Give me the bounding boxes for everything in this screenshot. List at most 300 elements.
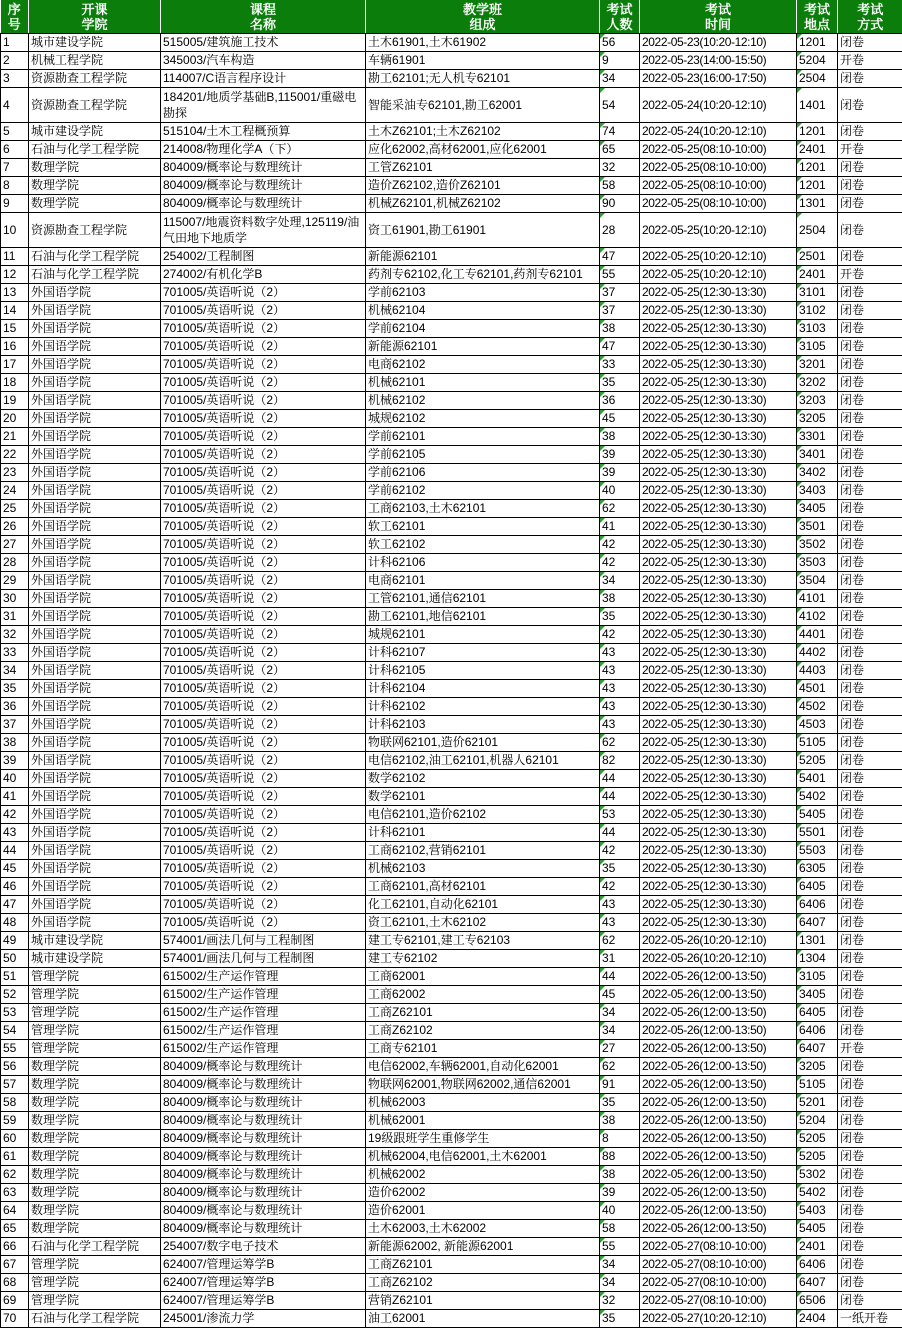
- cell-seq: 5: [1, 123, 29, 141]
- table-row: [1, 644, 902, 662]
- cell-college: 数理学院: [29, 1148, 161, 1166]
- cell-room: 2401: [797, 1238, 838, 1256]
- cell-college: 数理学院: [29, 1166, 161, 1184]
- text-format-indicator-icon: [797, 662, 802, 667]
- text-format-indicator-icon: [600, 716, 605, 721]
- cell-seq: 63: [1, 1184, 29, 1202]
- cell-room: 2501: [797, 248, 838, 266]
- column-header-method: 考试 方式: [838, 0, 902, 34]
- cell-classes: 机械62101: [366, 374, 600, 392]
- cell-course: 254007/数字电子技术: [161, 1238, 366, 1256]
- cell-room: 5405: [797, 806, 838, 824]
- cell-count: 42: [600, 842, 640, 860]
- cell-method: 闭卷: [838, 500, 902, 518]
- cell-classes: 机械62102: [366, 392, 600, 410]
- text-format-indicator-icon: [600, 734, 605, 739]
- cell-course: 615002/生产运作管理: [161, 1004, 366, 1022]
- cell-college: 外国语学院: [29, 770, 161, 788]
- cell-classes: 学前62102: [366, 482, 600, 500]
- table-row: [1, 1220, 902, 1238]
- cell-classes: 新能源62101: [366, 248, 600, 266]
- cell-method: 闭卷: [838, 1058, 902, 1076]
- cell-seq: 38: [1, 734, 29, 752]
- cell-count: 34: [600, 70, 640, 88]
- cell-time: 2022-05-26(12:00-13:50): [640, 1202, 797, 1220]
- text-format-indicator-icon: [797, 410, 802, 415]
- cell-method: 闭卷: [838, 338, 902, 356]
- cell-count: 62: [600, 734, 640, 752]
- cell-college: 外国语学院: [29, 734, 161, 752]
- text-format-indicator-icon: [797, 374, 802, 379]
- cell-course: 574001/画法几何与工程制图: [161, 932, 366, 950]
- cell-college: 外国语学院: [29, 572, 161, 590]
- cell-seq: 70: [1, 1310, 29, 1328]
- cell-seq: 64: [1, 1202, 29, 1220]
- cell-course: 701005/英语听说（2）: [161, 734, 366, 752]
- cell-count: 44: [600, 788, 640, 806]
- text-format-indicator-icon: [797, 554, 802, 559]
- cell-college: 管理学院: [29, 986, 161, 1004]
- text-format-indicator-icon: [797, 1112, 802, 1117]
- table-row: [1, 914, 902, 932]
- cell-seq: 58: [1, 1094, 29, 1112]
- cell-room: 6406: [797, 1256, 838, 1274]
- cell-count: 91: [600, 1076, 640, 1094]
- cell-room: 3401: [797, 446, 838, 464]
- cell-method: 一纸开卷: [838, 1310, 902, 1328]
- table-row: [1, 392, 902, 410]
- cell-time: 2022-05-26(12:00-13:50): [640, 1094, 797, 1112]
- cell-time: 2022-05-25(08:10-10:00): [640, 141, 797, 159]
- cell-time: 2022-05-25(12:30-13:30): [640, 320, 797, 338]
- text-format-indicator-icon: [600, 320, 605, 325]
- cell-method: 开卷: [838, 266, 902, 284]
- cell-college: 外国语学院: [29, 482, 161, 500]
- cell-classes: 物联网62001,物联网62002,通信62001: [366, 1076, 600, 1094]
- table-row: [1, 1274, 902, 1292]
- cell-college: 管理学院: [29, 1040, 161, 1058]
- cell-college: 外国语学院: [29, 608, 161, 626]
- cell-room: 2504: [797, 213, 838, 248]
- cell-classes: 工商Z62102: [366, 1274, 600, 1292]
- text-format-indicator-icon: [600, 698, 605, 703]
- text-format-indicator-icon: [600, 70, 605, 75]
- cell-seq: 69: [1, 1292, 29, 1310]
- text-format-indicator-icon: [797, 932, 802, 937]
- table-header: [1, 0, 902, 34]
- cell-seq: 7: [1, 159, 29, 177]
- cell-room: 3501: [797, 518, 838, 536]
- cell-classes: 计科62107: [366, 644, 600, 662]
- cell-room: 1201: [797, 177, 838, 195]
- cell-seq: 25: [1, 500, 29, 518]
- cell-classes: 工商62102,营销62101: [366, 842, 600, 860]
- cell-classes: 营销Z62101: [366, 1292, 600, 1310]
- cell-method: 闭卷: [838, 177, 902, 195]
- cell-classes: 电信62002,车辆62001,自动化62001: [366, 1058, 600, 1076]
- table-row: [1, 1184, 902, 1202]
- text-format-indicator-icon: [600, 464, 605, 469]
- cell-course: 804009/概率论与数理统计: [161, 177, 366, 195]
- cell-classes: 造价Z62102,造价Z62101: [366, 177, 600, 195]
- text-format-indicator-icon: [797, 88, 802, 93]
- text-format-indicator-icon: [797, 1040, 802, 1045]
- cell-course: 701005/英语听说（2）: [161, 824, 366, 842]
- cell-time: 2022-05-25(12:30-13:30): [640, 860, 797, 878]
- text-format-indicator-icon: [600, 482, 605, 487]
- cell-college: 外国语学院: [29, 554, 161, 572]
- cell-seq: 11: [1, 248, 29, 266]
- column-header-classes: 教学班 组成: [366, 0, 600, 34]
- cell-college: 数理学院: [29, 1058, 161, 1076]
- table-row: [1, 177, 902, 195]
- cell-seq: 23: [1, 464, 29, 482]
- cell-college: 城市建设学院: [29, 34, 161, 52]
- cell-course: 701005/英语听说（2）: [161, 482, 366, 500]
- cell-time: 2022-05-26(12:00-13:50): [640, 1058, 797, 1076]
- cell-course: 701005/英语听说（2）: [161, 752, 366, 770]
- text-format-indicator-icon: [797, 1256, 802, 1261]
- cell-college: 石油与化学工程学院: [29, 141, 161, 159]
- cell-method: 闭卷: [838, 1220, 902, 1238]
- cell-classes: 建工专62102: [366, 950, 600, 968]
- cell-classes: 机械Z62101,机械Z62102: [366, 195, 600, 213]
- text-format-indicator-icon: [797, 1292, 802, 1297]
- cell-college: 外国语学院: [29, 698, 161, 716]
- cell-college: 外国语学院: [29, 518, 161, 536]
- cell-seq: 62: [1, 1166, 29, 1184]
- table-row: [1, 986, 902, 1004]
- text-format-indicator-icon: [600, 770, 605, 775]
- table-row: [1, 1094, 902, 1112]
- cell-seq: 2: [1, 52, 29, 70]
- text-format-indicator-icon: [797, 123, 802, 128]
- cell-time: 2022-05-26(10:20-12:10): [640, 932, 797, 950]
- cell-room: 2401: [797, 141, 838, 159]
- cell-college: 石油与化学工程学院: [29, 1238, 161, 1256]
- cell-seq: 32: [1, 626, 29, 644]
- text-format-indicator-icon: [797, 159, 802, 164]
- cell-college: 数理学院: [29, 1184, 161, 1202]
- cell-count: 42: [600, 536, 640, 554]
- cell-classes: 车辆61901: [366, 52, 600, 70]
- cell-time: 2022-05-25(12:30-13:30): [640, 338, 797, 356]
- cell-seq: 46: [1, 878, 29, 896]
- table-row: [1, 626, 902, 644]
- cell-college: 机械工程学院: [29, 52, 161, 70]
- cell-course: 701005/英语听说（2）: [161, 680, 366, 698]
- cell-count: 43: [600, 716, 640, 734]
- text-format-indicator-icon: [600, 410, 605, 415]
- cell-course: 624007/管理运筹学B: [161, 1274, 366, 1292]
- cell-count: 56: [600, 34, 640, 52]
- cell-course: 701005/英语听说（2）: [161, 770, 366, 788]
- cell-time: 2022-05-25(12:30-13:30): [640, 806, 797, 824]
- cell-count: 35: [600, 374, 640, 392]
- cell-room: 5105: [797, 1076, 838, 1094]
- cell-classes: 资工62101,土木62102: [366, 914, 600, 932]
- cell-classes: 工商Z62102: [366, 1022, 600, 1040]
- cell-classes: 机械62104: [366, 302, 600, 320]
- table-row: [1, 716, 902, 734]
- cell-time: 2022-05-26(12:00-13:50): [640, 1004, 797, 1022]
- cell-classes: 物联网62101,造价62101: [366, 734, 600, 752]
- text-format-indicator-icon: [797, 698, 802, 703]
- text-format-indicator-icon: [600, 500, 605, 505]
- cell-room: 1201: [797, 34, 838, 52]
- cell-count: 43: [600, 662, 640, 680]
- cell-time: 2022-05-25(12:30-13:30): [640, 464, 797, 482]
- cell-course: 701005/英语听说（2）: [161, 356, 366, 374]
- cell-time: 2022-05-25(12:30-13:30): [640, 734, 797, 752]
- cell-room: 6406: [797, 1022, 838, 1040]
- text-format-indicator-icon: [600, 1256, 605, 1261]
- cell-count: 44: [600, 968, 640, 986]
- cell-classes: 城规62102: [366, 410, 600, 428]
- text-format-indicator-icon: [600, 374, 605, 379]
- cell-course: 701005/英语听说（2）: [161, 788, 366, 806]
- text-format-indicator-icon: [600, 1058, 605, 1063]
- cell-college: 外国语学院: [29, 338, 161, 356]
- cell-seq: 40: [1, 770, 29, 788]
- cell-college: 资源勘查工程学院: [29, 70, 161, 88]
- cell-method: 开卷: [838, 52, 902, 70]
- text-format-indicator-icon: [600, 860, 605, 865]
- text-format-indicator-icon: [600, 896, 605, 901]
- cell-classes: 药剂专62102,化工专62101,药剂专62101: [366, 266, 600, 284]
- cell-method: 闭卷: [838, 1094, 902, 1112]
- text-format-indicator-icon: [600, 1130, 605, 1135]
- cell-course: 624007/管理运筹学B: [161, 1292, 366, 1310]
- cell-count: 88: [600, 1148, 640, 1166]
- cell-seq: 36: [1, 698, 29, 716]
- text-format-indicator-icon: [797, 1004, 802, 1009]
- cell-count: 31: [600, 950, 640, 968]
- text-format-indicator-icon: [797, 770, 802, 775]
- cell-seq: 12: [1, 266, 29, 284]
- table-row: [1, 1040, 902, 1058]
- cell-classes: 计科62104: [366, 680, 600, 698]
- cell-seq: 13: [1, 284, 29, 302]
- table-row: [1, 88, 902, 123]
- text-format-indicator-icon: [797, 1310, 802, 1315]
- cell-time: 2022-05-25(08:10-10:00): [640, 195, 797, 213]
- cell-college: 管理学院: [29, 1274, 161, 1292]
- cell-room: 5204: [797, 1112, 838, 1130]
- cell-method: 闭卷: [838, 1238, 902, 1256]
- cell-classes: 机械62002: [366, 1166, 600, 1184]
- text-format-indicator-icon: [600, 590, 605, 595]
- cell-room: 5503: [797, 842, 838, 860]
- cell-method: 闭卷: [838, 788, 902, 806]
- cell-room: 3503: [797, 554, 838, 572]
- table-row: [1, 1076, 902, 1094]
- cell-time: 2022-05-25(12:30-13:30): [640, 644, 797, 662]
- cell-room: 5501: [797, 824, 838, 842]
- cell-room: 6405: [797, 878, 838, 896]
- table-row: [1, 1148, 902, 1166]
- cell-college: 外国语学院: [29, 590, 161, 608]
- table-row: [1, 70, 902, 88]
- cell-course: 804009/概率论与数理统计: [161, 1166, 366, 1184]
- text-format-indicator-icon: [600, 518, 605, 523]
- cell-classes: 化工62101,自动化62101: [366, 896, 600, 914]
- text-format-indicator-icon: [600, 1292, 605, 1297]
- cell-room: 5402: [797, 1184, 838, 1202]
- cell-method: 闭卷: [838, 123, 902, 141]
- text-format-indicator-icon: [797, 1238, 802, 1243]
- table-row: [1, 1166, 902, 1184]
- table-row: [1, 734, 902, 752]
- text-format-indicator-icon: [600, 1022, 605, 1027]
- text-format-indicator-icon: [600, 626, 605, 631]
- cell-room: 5403: [797, 1202, 838, 1220]
- table-row: [1, 338, 902, 356]
- table-row: [1, 572, 902, 590]
- cell-college: 石油与化学工程学院: [29, 266, 161, 284]
- cell-count: 45: [600, 986, 640, 1004]
- cell-classes: 工商62001: [366, 968, 600, 986]
- text-format-indicator-icon: [600, 88, 605, 93]
- cell-method: 闭卷: [838, 248, 902, 266]
- cell-course: 804009/概率论与数理统计: [161, 1148, 366, 1166]
- cell-college: 管理学院: [29, 1022, 161, 1040]
- cell-room: 5302: [797, 1166, 838, 1184]
- text-format-indicator-icon: [797, 878, 802, 883]
- cell-method: 闭卷: [838, 518, 902, 536]
- cell-count: 62: [600, 1058, 640, 1076]
- cell-seq: 67: [1, 1256, 29, 1274]
- cell-college: 外国语学院: [29, 716, 161, 734]
- text-format-indicator-icon: [797, 680, 802, 685]
- cell-college: 外国语学院: [29, 356, 161, 374]
- cell-classes: 学前62105: [366, 446, 600, 464]
- cell-method: 闭卷: [838, 356, 902, 374]
- text-format-indicator-icon: [600, 572, 605, 577]
- table-row: [1, 536, 902, 554]
- text-format-indicator-icon: [797, 752, 802, 757]
- cell-seq: 55: [1, 1040, 29, 1058]
- cell-room: 5205: [797, 752, 838, 770]
- cell-count: 32: [600, 1292, 640, 1310]
- text-format-indicator-icon: [600, 824, 605, 829]
- text-format-indicator-icon: [797, 536, 802, 541]
- text-format-indicator-icon: [797, 950, 802, 955]
- cell-time: 2022-05-25(12:30-13:30): [640, 842, 797, 860]
- cell-room: 3502: [797, 536, 838, 554]
- cell-college: 外国语学院: [29, 428, 161, 446]
- cell-classes: 造价62002: [366, 1184, 600, 1202]
- cell-room: 5405: [797, 1220, 838, 1238]
- cell-classes: 工管62101,通信62101: [366, 590, 600, 608]
- text-format-indicator-icon: [797, 266, 802, 271]
- cell-seq: 60: [1, 1130, 29, 1148]
- cell-method: 闭卷: [838, 1130, 902, 1148]
- cell-count: 35: [600, 1310, 640, 1328]
- cell-count: 34: [600, 1022, 640, 1040]
- table-row: [1, 878, 902, 896]
- cell-count: 55: [600, 266, 640, 284]
- cell-classes: 学前62101: [366, 428, 600, 446]
- cell-time: 2022-05-25(12:30-13:30): [640, 662, 797, 680]
- text-format-indicator-icon: [600, 1166, 605, 1171]
- cell-room: 1201: [797, 159, 838, 177]
- text-format-indicator-icon: [600, 644, 605, 649]
- cell-course: 701005/英语听说（2）: [161, 644, 366, 662]
- cell-method: 闭卷: [838, 842, 902, 860]
- cell-room: 3102: [797, 302, 838, 320]
- text-format-indicator-icon: [600, 284, 605, 289]
- cell-college: 外国语学院: [29, 302, 161, 320]
- cell-classes: 计科62106: [366, 554, 600, 572]
- cell-method: 闭卷: [838, 824, 902, 842]
- text-format-indicator-icon: [600, 932, 605, 937]
- cell-count: 39: [600, 446, 640, 464]
- cell-room: 6405: [797, 1004, 838, 1022]
- cell-classes: 资工61901,勘工61901: [366, 213, 600, 248]
- text-format-indicator-icon: [797, 914, 802, 919]
- cell-seq: 15: [1, 320, 29, 338]
- table-row: [1, 482, 902, 500]
- cell-seq: 19: [1, 392, 29, 410]
- cell-classes: 学前62104: [366, 320, 600, 338]
- table-row: [1, 590, 902, 608]
- cell-room: 1401: [797, 88, 838, 123]
- cell-time: 2022-05-25(12:30-13:30): [640, 356, 797, 374]
- cell-method: 闭卷: [838, 878, 902, 896]
- cell-seq: 28: [1, 554, 29, 572]
- text-format-indicator-icon: [600, 52, 605, 57]
- cell-course: 701005/英语听说（2）: [161, 536, 366, 554]
- cell-room: 3201: [797, 356, 838, 374]
- cell-seq: 53: [1, 1004, 29, 1022]
- table-row: [1, 698, 902, 716]
- column-header-time: 考试 时间: [640, 0, 797, 34]
- cell-method: 闭卷: [838, 284, 902, 302]
- cell-method: 闭卷: [838, 195, 902, 213]
- cell-college: 数理学院: [29, 195, 161, 213]
- cell-count: 44: [600, 770, 640, 788]
- cell-room: 2404: [797, 1310, 838, 1328]
- text-format-indicator-icon: [600, 1310, 605, 1315]
- cell-seq: 39: [1, 752, 29, 770]
- cell-classes: 智能采油专62101,勘工62001: [366, 88, 600, 123]
- cell-room: 3202: [797, 374, 838, 392]
- cell-college: 资源勘查工程学院: [29, 88, 161, 123]
- cell-time: 2022-05-25(08:10-10:00): [640, 177, 797, 195]
- cell-course: 701005/英语听说（2）: [161, 302, 366, 320]
- cell-seq: 68: [1, 1274, 29, 1292]
- cell-count: 38: [600, 320, 640, 338]
- cell-classes: 计科62103: [366, 716, 600, 734]
- cell-seq: 56: [1, 1058, 29, 1076]
- cell-time: 2022-05-25(12:30-13:30): [640, 878, 797, 896]
- cell-count: 47: [600, 338, 640, 356]
- cell-classes: 机械62103: [366, 860, 600, 878]
- text-format-indicator-icon: [600, 1238, 605, 1243]
- cell-seq: 61: [1, 1148, 29, 1166]
- text-format-indicator-icon: [600, 680, 605, 685]
- text-format-indicator-icon: [600, 968, 605, 973]
- table-row: [1, 428, 902, 446]
- cell-time: 2022-05-26(12:00-13:50): [640, 1040, 797, 1058]
- cell-method: 闭卷: [838, 88, 902, 123]
- cell-time: 2022-05-26(12:00-13:50): [640, 1022, 797, 1040]
- cell-college: 外国语学院: [29, 320, 161, 338]
- cell-seq: 9: [1, 195, 29, 213]
- table-row: [1, 1112, 902, 1130]
- cell-count: 9: [600, 52, 640, 70]
